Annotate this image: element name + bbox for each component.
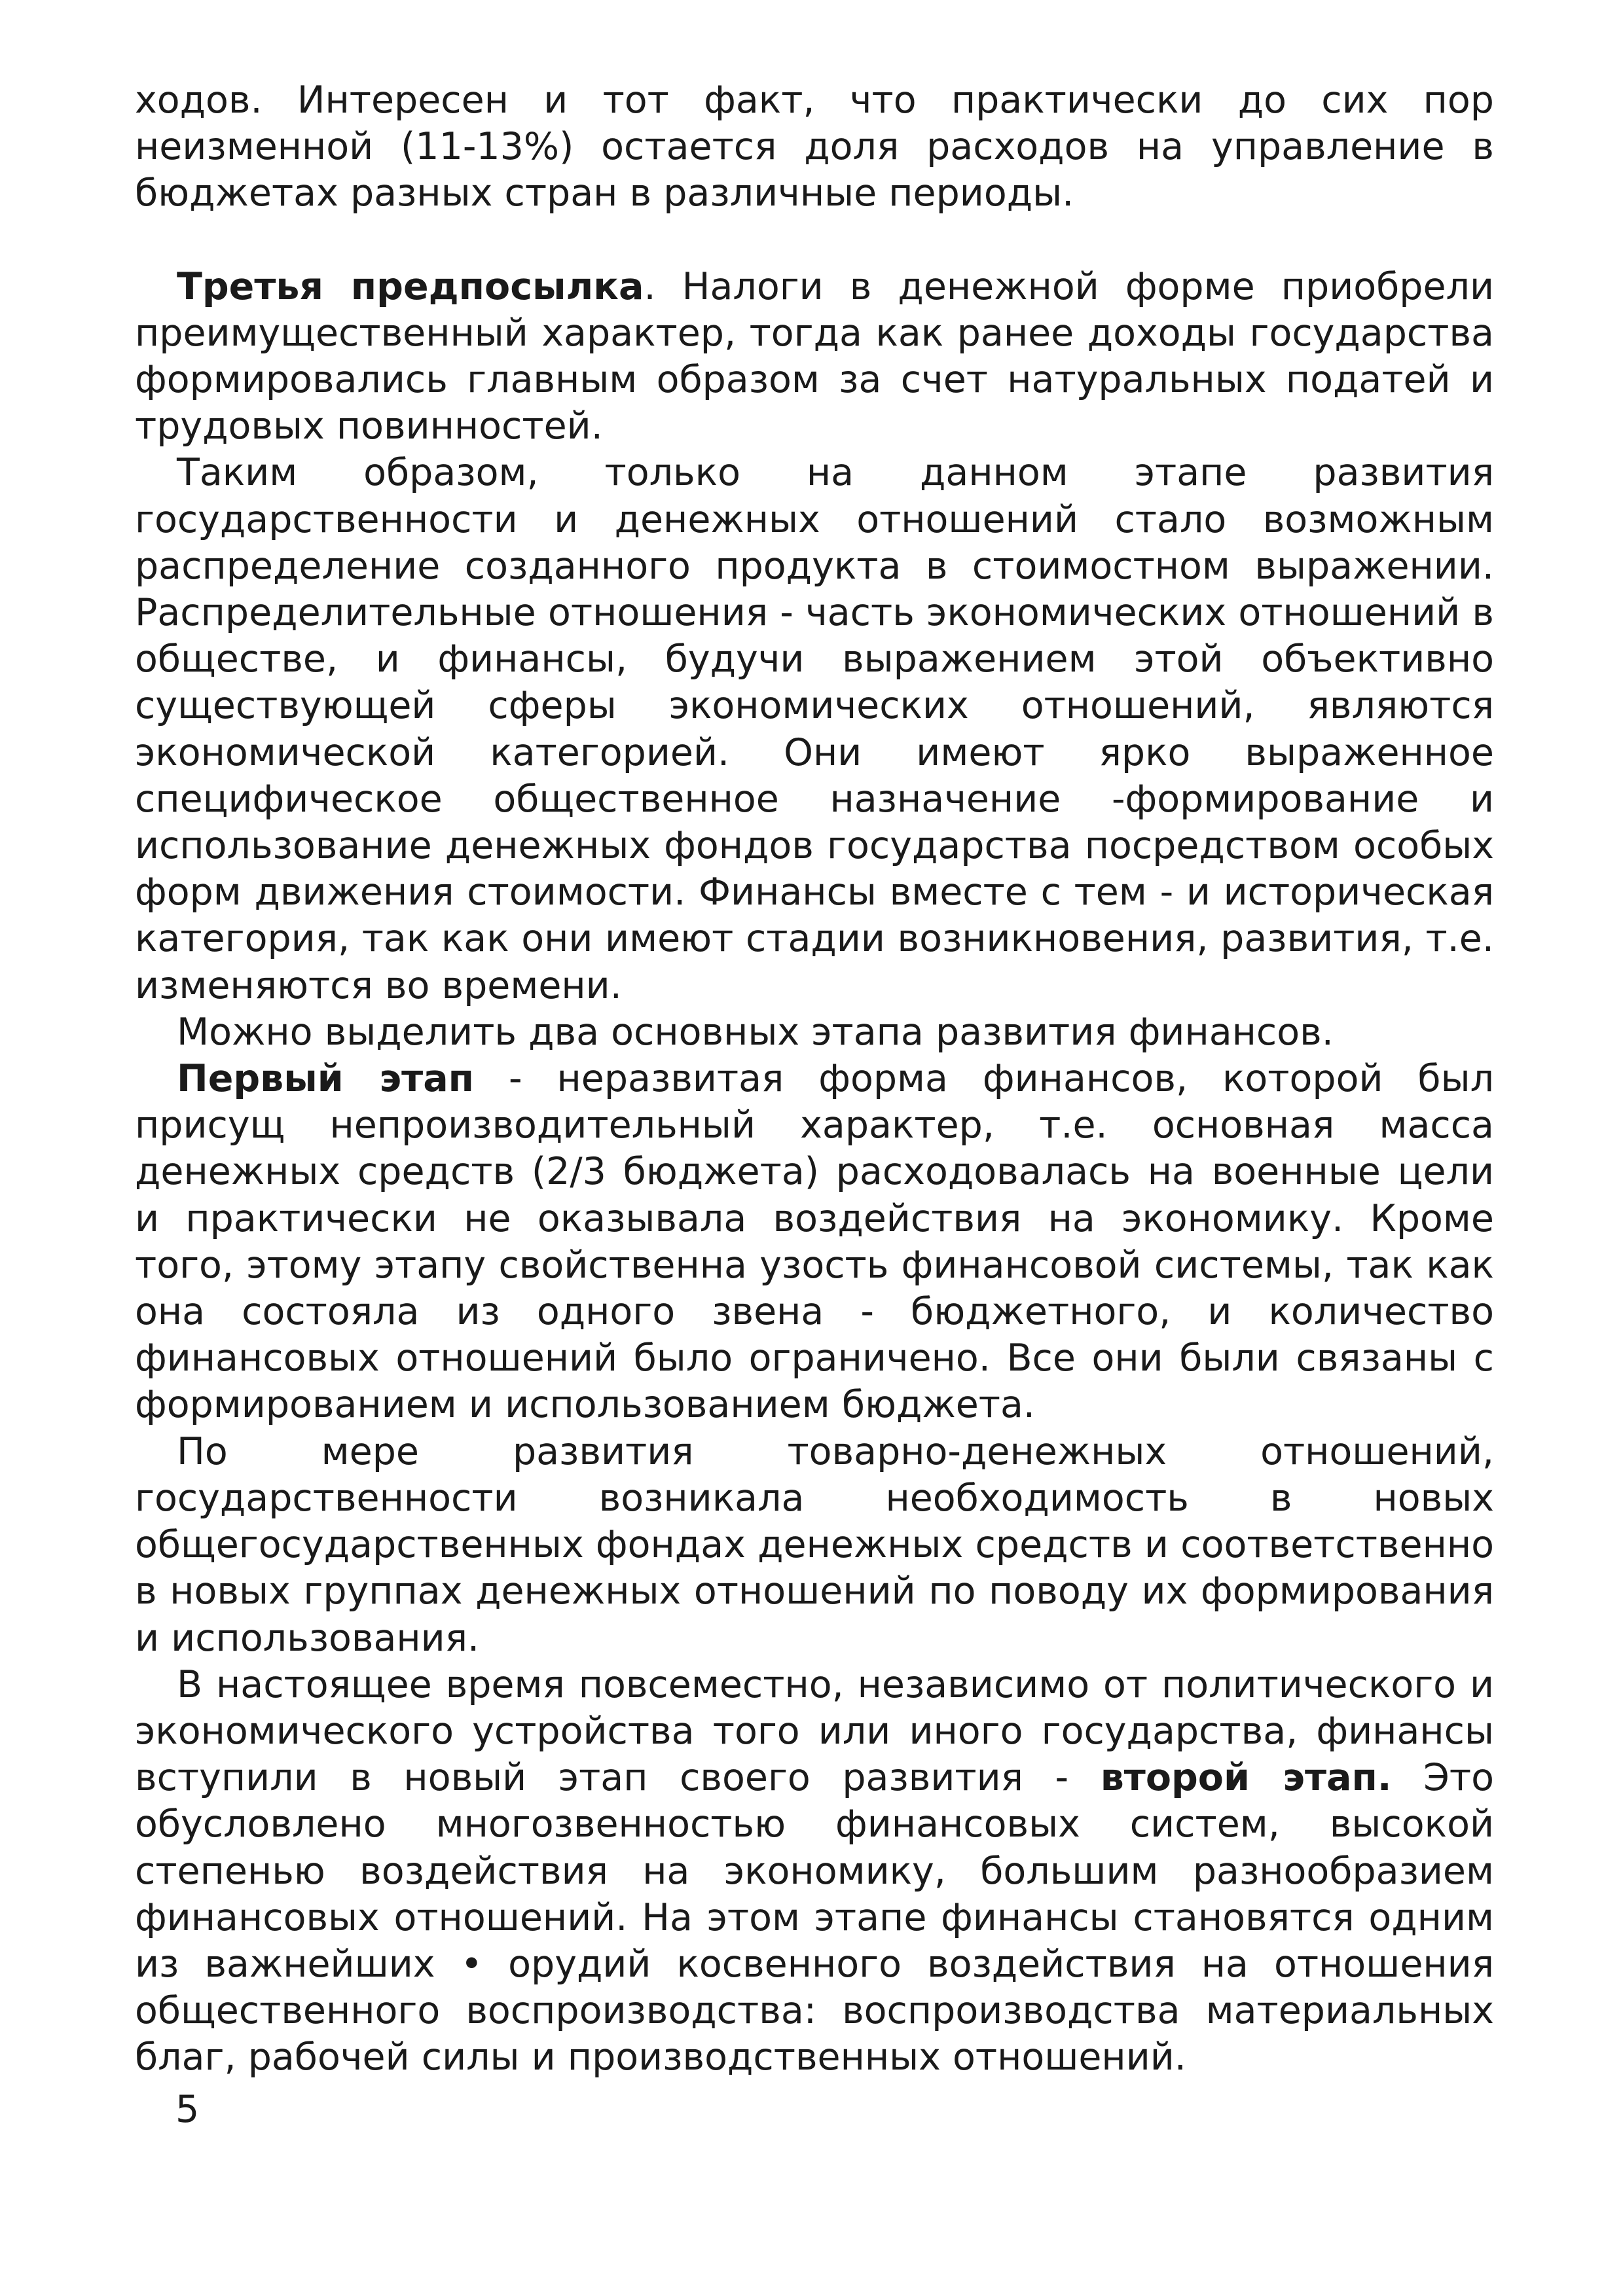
paragraph-distribution: Таким образом, только на данном этапе развития государственности и денежных отношений стало возможным распределение созданного продукта в стоимостном выражении. Распределительные отношения - часть экономических отношений в обществе, и финансы, будучи выражением этой объективно существующей сферы экономических отношений, являются экономической категорией. Они имеют ярко выраженное специфическое общественное назначение -формирование и использование денежных фондов государства посредством особых форм движения стоимости. Финансы вместе с тем - и историческая категория, так как они имеют стадии возникновения, развития, т.е. изменяются во времени.: [135, 451, 1494, 1007]
paragraph-development: По мере развития товарно-денежных отношений, государственности возникала необходимость в новых общегосударственных фондах денежных средств и соответственно в новых группах денежных отношений по поводу их формирования и использования.: [135, 1429, 1494, 1660]
page-body: [135, 77, 1494, 2081]
heading-first-stage: Первый этап: [177, 1057, 475, 1101]
paragraph-first-stage: [135, 1056, 1494, 1429]
paragraph-text: В настоящее время повсеместно, независимо от политического и экономического устройства того или иного государства, финансы вступили в новый этап своего развития -: [135, 1662, 1494, 1800]
paragraph-text: . Налоги в денежной форме приобрели преимущественный характер, тогда как ранее доходы государства формировались главным образом за счет натуральных податей и трудовых повинностей.: [135, 264, 1494, 448]
page-number: 5: [175, 2088, 200, 2131]
paragraph-text: Это обусловлено многозвенностью финансовых систем, высокой степенью воздействия на экономику, большим разнообразием финансовых отношений. На этом этапе финансы становятся одним из важнейших • орудий косвенного воздействия на отношения общественного воспроизводства: воспроизводства материальных благ, рабочей силы и производственных отношений.: [135, 1756, 1494, 2079]
heading-third-premise: Третья предпосылка: [177, 264, 644, 308]
paragraph-two-stages: Можно выделить два основных этапа развития финансов.: [177, 1010, 1334, 1054]
paragraph-continuation: ходов. Интересен и тот факт, что практически до сих пор неизменной (11-13%) остается доля расходов на управление в бюджетах разных стран в различные периоды.: [135, 79, 1494, 215]
paragraph-second-stage: [135, 1662, 1494, 2081]
paragraph-text: - неразвитая форма финансов, которой был присущ непроизводительный характер, т.е. основная масса денежных средств (2/3 бюджета) расходовалась на военные цели и практически не оказывала воздействия на экономику. Кроме того, этому этапу свойственна узость финансовой системы, так как она состояла из одного звена - бюджетного, и количество финансовых отношений было ограничено. Все они были связаны с формированием и использованием бюджета.: [135, 1057, 1495, 1427]
paragraph-third-premise: [135, 264, 1494, 450]
heading-second-stage: второй этап.: [1100, 1756, 1392, 1800]
